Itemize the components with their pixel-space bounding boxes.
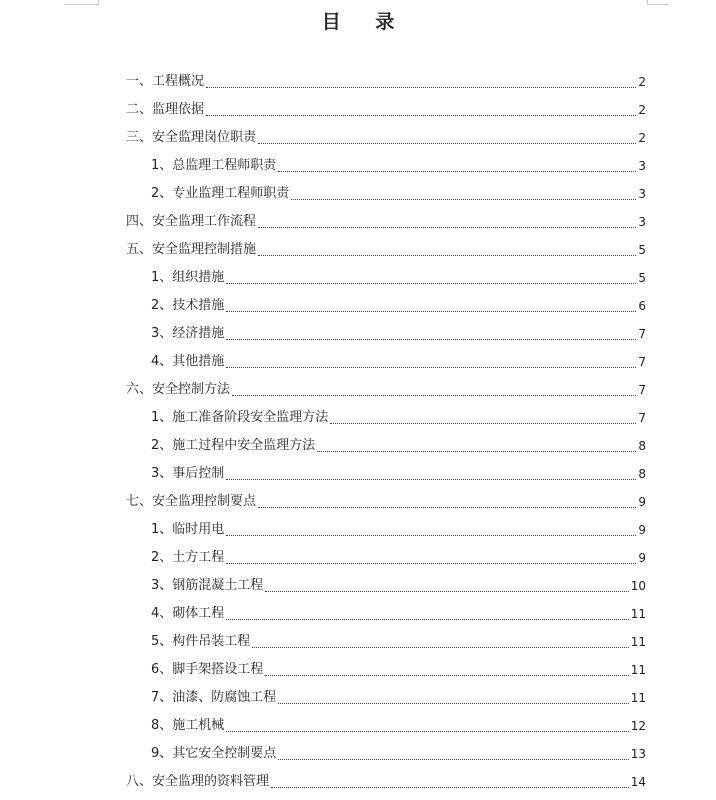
toc-entry[interactable]	[151, 346, 646, 372]
toc-dot-leader	[226, 479, 636, 480]
toc-entry-page-number: 14	[630, 775, 646, 789]
toc-entry[interactable]	[151, 318, 646, 344]
toc-entry-label: 2、专业监理工程师职责	[151, 186, 290, 201]
toc-entry[interactable]	[151, 514, 646, 540]
toc-entry-label: 四、安全监理工作流程	[126, 214, 257, 229]
toc-entry-label: 7、油漆、防腐蚀工程	[151, 690, 277, 705]
toc-dot-leader	[206, 87, 636, 88]
toc-entry-page-number: 8	[638, 467, 646, 481]
toc-dot-leader	[226, 283, 636, 284]
toc-entry[interactable]	[151, 626, 646, 652]
toc-dot-leader	[271, 787, 629, 788]
toc-entry-label: 三、安全监理岗位职责	[126, 130, 257, 145]
toc-entry-label: 1、施工准备阶段安全监理方法	[151, 410, 329, 425]
toc-entry[interactable]	[151, 598, 646, 624]
toc-entry[interactable]	[151, 458, 646, 484]
toc-entry-page-number: 13	[630, 747, 646, 761]
toc-entry[interactable]	[151, 738, 646, 764]
toc-entry-label: 1、临时用电	[151, 522, 225, 537]
toc-entry-label: 六、安全控制方法	[126, 382, 231, 397]
toc-entry-label: 9、其它安全控制要点	[151, 746, 277, 761]
toc-entry-label: 3、钢筋混凝土工程	[151, 578, 264, 593]
toc-entry-page-number: 7	[638, 411, 646, 425]
toc-dot-leader	[226, 311, 636, 312]
toc-entry[interactable]	[151, 290, 646, 316]
toc-dot-leader	[226, 535, 636, 536]
toc-entry[interactable]	[151, 570, 646, 596]
toc-entry-page-number: 2	[638, 103, 646, 117]
toc-entry[interactable]	[151, 430, 646, 456]
toc-entry[interactable]	[151, 262, 646, 288]
toc-entry-label: 二、监理依据	[126, 102, 205, 117]
toc-entry[interactable]	[126, 766, 646, 792]
toc-title: 目 录	[321, 11, 409, 33]
toc-entry[interactable]	[126, 486, 646, 512]
toc-dot-leader	[330, 423, 636, 424]
page-corner-mark-left	[64, 0, 99, 5]
toc-entry[interactable]	[126, 374, 646, 400]
toc-entry[interactable]	[151, 654, 646, 680]
toc-entry-page-number: 7	[638, 327, 646, 341]
page-corner-mark-right	[647, 0, 668, 5]
toc-dot-leader	[265, 591, 628, 592]
toc-entry-label: 3、经济措施	[151, 326, 225, 341]
toc-entry-page-number: 5	[638, 243, 646, 257]
toc-dot-leader	[206, 115, 636, 116]
toc-entry-label: 五、安全监理控制措施	[126, 242, 257, 257]
toc-dot-leader	[278, 703, 628, 704]
toc-entry-label: 七、安全监理控制要点	[126, 494, 257, 509]
toc-entry[interactable]	[126, 122, 646, 148]
toc-entry-label: 1、组织措施	[151, 270, 225, 285]
toc-entry-page-number: 6	[638, 299, 646, 313]
toc-entry-label: 1、总监理工程师职责	[151, 158, 277, 173]
toc-entry[interactable]	[151, 402, 646, 428]
toc-entry[interactable]	[126, 234, 646, 260]
toc-entry-page-number: 3	[638, 159, 646, 173]
toc-dot-leader	[317, 451, 636, 452]
toc-dot-leader	[265, 675, 628, 676]
toc-dot-leader	[278, 171, 636, 172]
toc-entry[interactable]	[151, 710, 646, 736]
toc-entry-page-number: 10	[630, 579, 646, 593]
toc-dot-leader	[258, 227, 636, 228]
toc-entry-page-number: 11	[630, 691, 646, 705]
toc-entry-page-number: 3	[638, 215, 646, 229]
toc-entry-page-number: 9	[638, 495, 646, 509]
toc-entry[interactable]	[126, 94, 646, 120]
toc-entry[interactable]	[151, 150, 646, 176]
toc-entry[interactable]	[126, 206, 646, 232]
toc-dot-leader	[226, 367, 636, 368]
toc-dot-leader	[226, 731, 628, 732]
toc-entry-page-number: 9	[638, 523, 646, 537]
toc-entry-label: 3、事后控制	[151, 466, 225, 481]
toc-entry-label: 4、其他措施	[151, 354, 225, 369]
toc-dot-leader	[232, 395, 636, 396]
toc-entry-page-number: 11	[630, 607, 646, 621]
toc-entry[interactable]	[151, 542, 646, 568]
toc-entry-page-number: 12	[630, 719, 646, 733]
toc-entry-page-number: 11	[630, 663, 646, 677]
toc-entry-label: 4、砌体工程	[151, 606, 225, 621]
toc-dot-leader	[226, 563, 636, 564]
toc-entry-label: 5、构件吊装工程	[151, 634, 251, 649]
toc-entry-label: 2、土方工程	[151, 550, 225, 565]
toc-dot-leader	[252, 647, 628, 648]
toc-entry-label: 2、施工过程中安全监理方法	[151, 438, 316, 453]
toc-entry[interactable]	[151, 178, 646, 204]
toc-entry-label: 一、工程概况	[126, 74, 205, 89]
toc-entry-page-number: 7	[638, 355, 646, 369]
toc-entry-page-number: 2	[638, 75, 646, 89]
toc-entry[interactable]	[151, 682, 646, 708]
toc-dot-leader	[226, 339, 636, 340]
toc-entry-label: 2、技术措施	[151, 298, 225, 313]
toc-dot-leader	[278, 759, 628, 760]
toc-entry-page-number: 2	[638, 131, 646, 145]
toc-entry-page-number: 3	[638, 187, 646, 201]
toc-entry-page-number: 11	[630, 635, 646, 649]
toc-entry-page-number: 8	[638, 439, 646, 453]
toc-dot-leader	[226, 619, 628, 620]
toc-entry-page-number: 7	[638, 383, 646, 397]
toc-dot-leader	[291, 199, 636, 200]
toc-dot-leader	[258, 507, 636, 508]
toc-dot-leader	[258, 255, 636, 256]
toc-entry-label: 八、安全监理的资料管理	[126, 774, 270, 789]
toc-dot-leader	[258, 143, 636, 144]
toc-entry-label: 8、施工机械	[151, 718, 225, 733]
toc-entry[interactable]	[126, 66, 646, 92]
toc-entry-page-number: 5	[638, 271, 646, 285]
toc-entry-page-number: 9	[638, 551, 646, 565]
toc-entry-label: 6、脚手架搭设工程	[151, 662, 264, 677]
